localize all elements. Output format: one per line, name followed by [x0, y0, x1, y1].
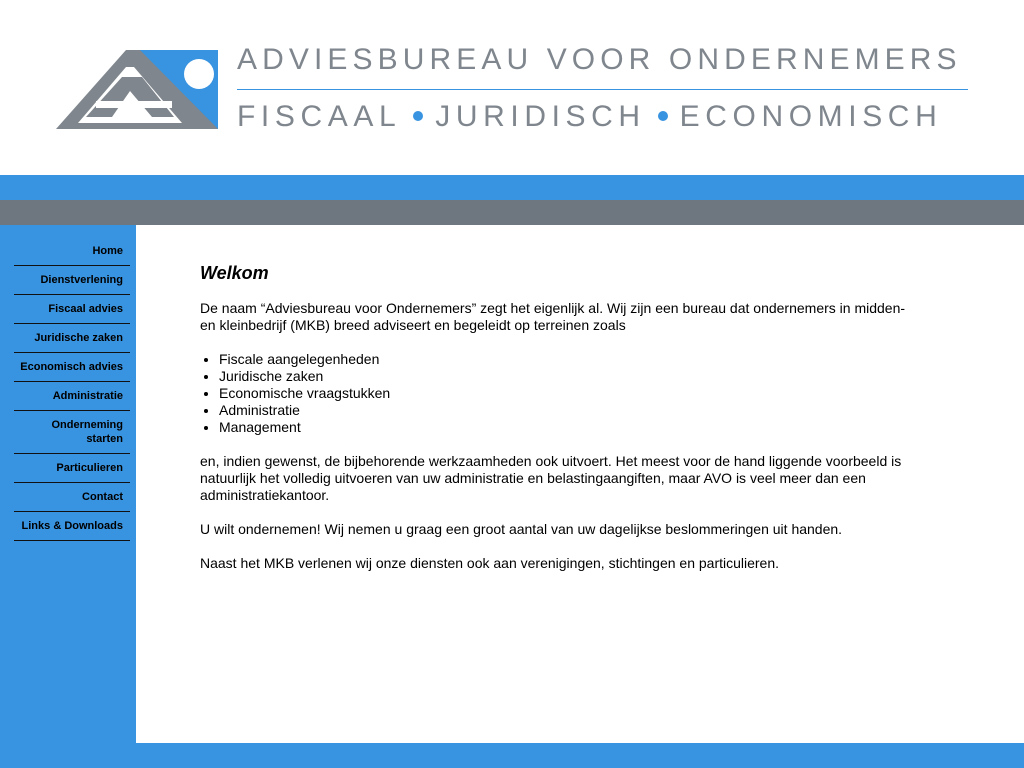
header-band-gray [0, 200, 1024, 225]
tagline-fiscaal: FISCAAL [237, 100, 402, 133]
nav-item-home[interactable]: Home [14, 237, 130, 266]
brand-name: ADVIESBUREAU VOOR ONDERNEMERS [237, 43, 962, 76]
brand-tagline [237, 100, 942, 134]
list-item: • Fiscale aangelegenheden [219, 351, 920, 368]
body-paragraph: U wilt ondernemen! Wij nemen u graag een groot aantal van uw dagelijkse beslommeringen uit handen. [200, 521, 843, 537]
nav-item-dienstverlening[interactable]: Dienstverlening [14, 266, 130, 295]
nav-item-onderneming-starten[interactable]: Onderneming starten [14, 411, 130, 454]
bullet-dot-icon [658, 111, 668, 121]
body-paragraph: Naast het MKB verlenen wij onze diensten ook aan verenigingen, stichtingen en particulieren. [200, 555, 780, 571]
sidebar-nav [14, 237, 130, 541]
sidebar [0, 225, 136, 743]
nav-item-contact[interactable]: Contact [14, 483, 130, 512]
list-item: • Economische vraagstukken [219, 385, 920, 402]
avo-logo [56, 47, 220, 131]
header-band-blue [0, 175, 1024, 200]
tagline-juridisch: JURIDISCH [435, 100, 646, 133]
brand-divider [237, 89, 968, 90]
intro-paragraph: De naam “Adviesbureau voor Ondernemers” zegt het eigenlijk al. Wij zijn een bureau dat ondernemers in midden- en kleinbedrijf (MKB) breed adviseert en begeleidt op terreinen zoals [200, 300, 906, 333]
tagline-economisch: ECONOMISCH [679, 100, 943, 133]
nav-item-juridische-zaken[interactable]: Juridische zaken [14, 324, 130, 353]
nav-item-fiscaal-advies[interactable]: Fiscaal advies [14, 295, 130, 324]
nav-item-particulieren[interactable]: Particulieren [14, 454, 130, 483]
footer-band [0, 743, 1024, 768]
nav-item-links-downloads[interactable]: Links & Downloads [14, 512, 130, 541]
nav-item-administratie[interactable]: Administratie [14, 382, 130, 411]
list-item: • Administratie [219, 402, 920, 419]
main-content [200, 265, 920, 589]
nav-item-economisch-advies[interactable]: Economisch advies [14, 353, 130, 382]
list-item: • Management [219, 419, 920, 436]
body-paragraph: en, indien gewenst, de bijbehorende werkzaamheden ook uitvoert. Het meest voor de hand liggende voorbeeld is natuurlijk het volledig uitvoeren van uw administratie en belastingaangiften, maar AVO is veel meer dan een administratiekantoor. [200, 453, 902, 503]
page-title: Welkom [200, 263, 269, 283]
bullet-dot-icon [413, 111, 423, 121]
header [0, 0, 1024, 175]
list-item: • Juridische zaken [219, 368, 920, 385]
services-list [200, 351, 920, 436]
